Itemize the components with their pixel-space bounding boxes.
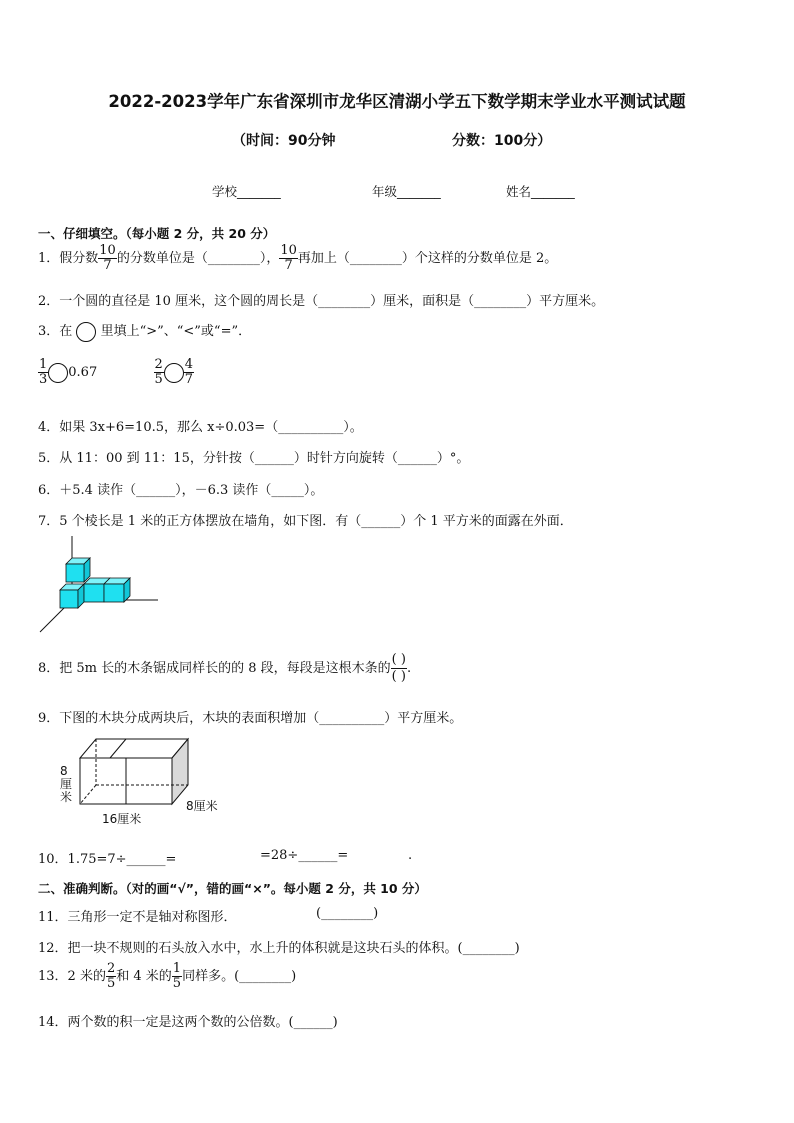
- compare-circle-icon: [76, 322, 96, 342]
- question-11-blank: (________): [316, 906, 379, 921]
- denominator: 5: [154, 372, 163, 387]
- fraction: [279, 244, 298, 273]
- cubes-corner-figure: [36, 534, 166, 636]
- denominator: 7: [103, 258, 112, 273]
- fraction: [184, 358, 194, 387]
- section-2-heading: 二、准确判断。（对的画“√”，错的画“×”。每小题 2 分，共 10 分）: [38, 881, 427, 896]
- fraction: [154, 358, 164, 387]
- question-10-part-a: 10．1.75=7÷______=: [38, 852, 177, 867]
- fraction: [172, 962, 182, 991]
- school-field: 学校_______: [212, 184, 281, 199]
- name-field: 姓名_______: [506, 184, 575, 199]
- q1-text-a: 1．假分数: [38, 251, 99, 266]
- question-12: 12．把一块不规则的石头放入水中，水上升的体积就是这块石头的体积。(________): [38, 941, 520, 956]
- question-3: [38, 320, 251, 342]
- numerator: 10: [280, 243, 297, 258]
- grade-field: 年级_______: [372, 184, 441, 199]
- q1-text-b: 的分数单位是（________），: [116, 251, 280, 266]
- question-4: 4．如果 3x+6=10.5，那么 x÷0.03=（__________）。: [38, 420, 363, 435]
- exam-score: 分数：100分）: [452, 133, 552, 149]
- denominator: ( ): [391, 669, 406, 684]
- height-label-line: 米: [60, 790, 73, 804]
- denominator: 3: [39, 372, 48, 387]
- q13-text-c: 同样多。(________): [182, 969, 297, 984]
- numerator: 2: [154, 357, 163, 372]
- q3-text-a: 3．在: [38, 324, 73, 339]
- question-8: [38, 652, 411, 685]
- q1-text-c: 再加上（________）个这样的分数单位是 2。: [297, 251, 558, 266]
- question-5: 5．从 11：00 到 11：15，分针按（______）时针方向旋转（______）°。: [38, 451, 470, 466]
- question-7: 7．5 个棱长是 1 米的正方体摆放在墙角，如下图．有（______）个 1 平方米的面露在外面．: [38, 514, 573, 529]
- numerator: 2: [106, 961, 116, 976]
- denominator: 5: [172, 976, 182, 991]
- numerator: 4: [184, 357, 194, 372]
- exam-time: （时间：90分钟: [232, 133, 336, 149]
- height-label-line: 厘: [60, 777, 73, 791]
- fraction: [106, 962, 116, 991]
- depth-label: 8厘米: [186, 799, 218, 813]
- numerator: ( ): [391, 652, 406, 667]
- q3-text-b: 里填上“>”、“<”或“=”．: [100, 324, 252, 339]
- compare-circle-icon: [48, 363, 68, 383]
- question-10-part-c: .: [408, 848, 413, 863]
- question-3-comparisons: [38, 358, 194, 387]
- fraction: [38, 358, 48, 387]
- height-label-line: 8: [60, 764, 68, 778]
- q13-text-a: 13．2 米的: [38, 969, 106, 984]
- question-14: 14．两个数的积一定是这两个数的公倍数。(______): [38, 1015, 338, 1030]
- question-10-part-b: =28÷______=: [260, 848, 349, 863]
- question-2: 2．一个圆的直径是 10 厘米，这个圆的周长是（________）厘米，面积是（________）平方厘米。: [38, 294, 605, 309]
- q3-value: 0.67: [68, 365, 98, 380]
- height-label: [60, 765, 72, 804]
- q8-text: 8．把 5m 长的木条锯成同样长的的 8 段，每段是这根木条的: [38, 661, 391, 676]
- page-title: 2022-2023学年广东省深圳市龙华区清湖小学五下数学期末学业水平测试试题: [108, 92, 686, 111]
- q13-text-b: 和 4 米的: [116, 969, 172, 984]
- q8-period: .: [406, 661, 412, 676]
- question-9: 9．下图的木块分成两块后，木块的表面积增加（__________）平方厘米。: [38, 711, 463, 726]
- section-1-heading: 一、仔细填空。（每小题 2 分，共 20 分）: [38, 226, 276, 241]
- denominator: 7: [284, 258, 293, 273]
- numerator: 1: [39, 357, 48, 372]
- compare-circle-icon: [164, 363, 184, 383]
- denominator: 5: [106, 976, 116, 991]
- question-11: 11．三角形一定不是轴对称图形．: [38, 910, 237, 925]
- question-1: [38, 244, 557, 273]
- fraction: [98, 244, 117, 273]
- numerator: 10: [99, 243, 116, 258]
- denominator: 7: [184, 372, 194, 387]
- fraction-blank: [391, 652, 407, 685]
- question-6: 6．＋5.4 读作（______），－6.3 读作（_____）。: [38, 483, 324, 498]
- numerator: 1: [172, 961, 182, 976]
- question-13: [38, 962, 296, 991]
- width-label: 16厘米: [102, 812, 142, 826]
